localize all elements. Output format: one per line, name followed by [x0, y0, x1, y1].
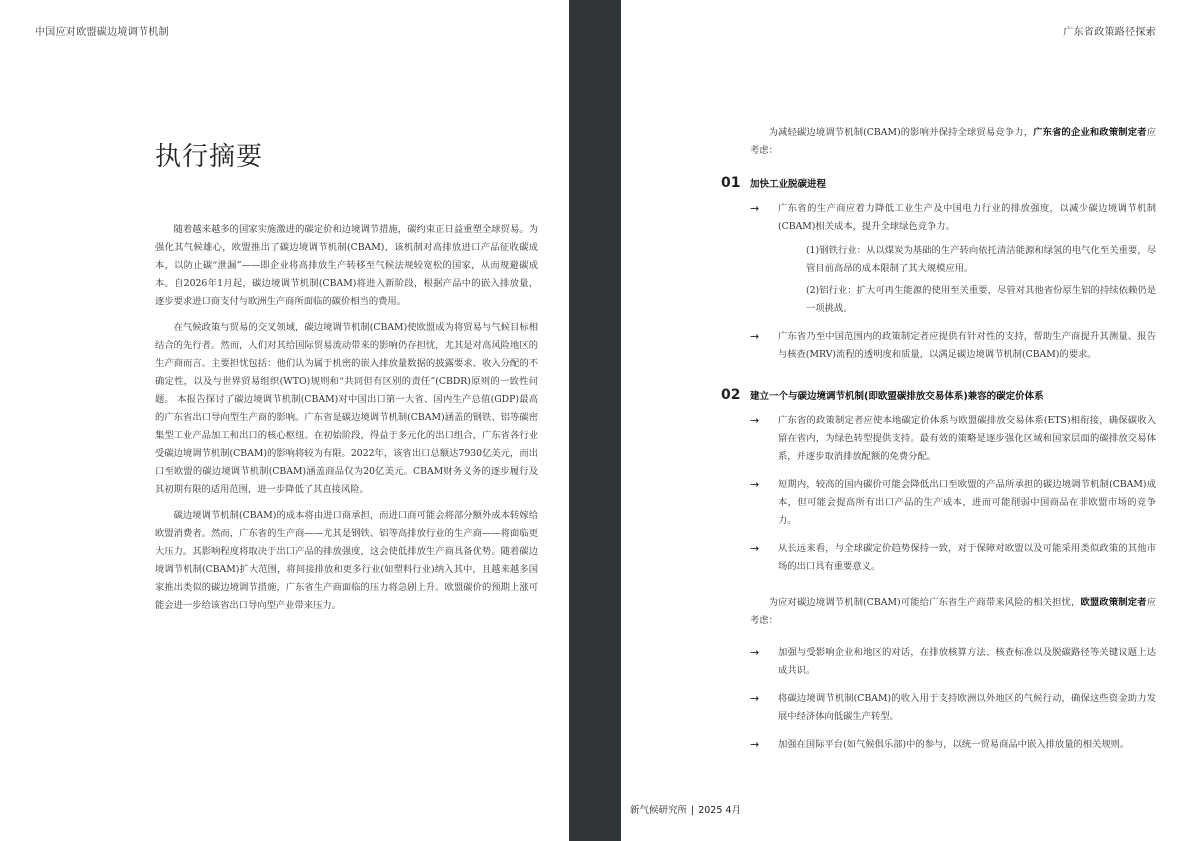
- intro-paragraph: [750, 594, 1156, 630]
- intro-tail: 应考虑：: [750, 127, 1156, 156]
- page-footer: [630, 802, 741, 816]
- arrow-right-icon: →: [750, 414, 760, 427]
- footer-org: 新气候研究所: [630, 805, 688, 816]
- bullet-item: [750, 736, 1156, 754]
- arrow-right-icon: →: [750, 738, 760, 751]
- arrow-right-icon: →: [750, 478, 760, 491]
- bullet-item: [750, 644, 1156, 680]
- bullet-text: 从长远来看，与全球碳定价趋势保持一致，对于保障对欧盟以及可能采用类似政策的其他市场的出口具有重要意义。: [778, 543, 1156, 572]
- intro-text: 为减轻碳边境调节机制(CBAM)的影响并保持全球贸易竞争力，: [768, 127, 1034, 138]
- paragraph: 碳边境调节机制(CBAM)的成本将由进口商承担，而进口商可能会将部分额外成本转嫁给欧盟消费者。然而，广东省的生产商——尤其是钢铁、铝等高排放行业的生产商——将面临更大压力。其影响程度将取决于出口产品的排放强度，这会使低排放生产商具备优势。随着碳边境调节机制(CBAM)扩大范围，将间接排放和更多行业(如塑料行业)纳入其中，且越来越多国家推出类似的碳边境调节措施，广东省生产商面临的压力将急剧上升。欧盟碳价的预期上涨可能会进一步给该省出口导向型产业带来压力。: [155, 510, 538, 611]
- paragraph: 随着越来越多的国家实施激进的碳定价和边境调节措施，碳约束正日益重塑全球贸易。为强化其气候雄心，欧盟推出了碳边境调节机制(CBAM)，该机制对高排放进口产品征收碳成本，以防止碳“泄漏”——即企业将高排放生产转移至气候法规较宽松的国家，从而规避碳成本。自2026年1月起，碳边境调节机制(CBAM)将进入新阶段，根据产品中的嵌入排放量，逐步要求进口商支付与欧洲生产商所面临的碳价相当的费用。: [155, 224, 538, 307]
- running-head: 中国应对欧盟碳边境调节机制: [35, 27, 169, 38]
- arrow-right-icon: →: [750, 330, 760, 343]
- intro-tail: 应考虑：: [750, 597, 1156, 626]
- paragraph: 在气候政策与贸易的交叉领域，碳边境调节机制(CBAM)使欧盟成为将贸易与气候目标相结合的先行者。然而，人们对其给国际贸易流动带来的影响仍存担忧，尤其是对高风险地区的生产商而言。主要担忧包括：他们认为属于机密的嵌入排放量数据的披露要求、收入分配的不确定性，以及与世界贸易组织(WTO)规则和“共同但有区别的责任”(CBDR)原则的一致性问题。 本报告探讨了碳边境调节机制(CBAM)对中国出口第一大省、国内生产总值(GDP)最高的广东省出口导向型生产商的影响。广东省是碳边境调节机制(CBAM)涵盖的钢铁、铝等碳密集型工业产品加工和出口的核心枢纽。在初始阶段，得益于多元化的出口组合，广东省各行业受碳边境调节机制(CBAM)的影响将较为有限。2022年，该省出口总额达7930亿美元，而出口至欧盟的碳边境调节机制(CBAM)涵盖商品仅为20亿美元。CBAM财务义务的逐步履行及其初期有限的适用范围，进一步降低了其直接风险。: [155, 322, 538, 495]
- arrow-right-icon: →: [750, 692, 760, 705]
- bullet-list: [750, 200, 1156, 364]
- body-text: [155, 221, 538, 623]
- sub-item: (2)铝行业：扩大可再生能源的使用至关重要，尽管对其他省份原生铝的持续依赖仍是一项挑战。: [806, 285, 1156, 314]
- bullet-text: 加强在国际平台(如气候俱乐部)中的参与，以统一贸易商品中嵌入排放量的相关规则。: [778, 739, 1130, 750]
- recommendations: [721, 124, 1156, 764]
- bullet-text: 广东省乃至中国范围内的政策制定者应提供有针对性的支持，帮助生产商提升其测量、报告与核查(MRV)流程的透明度和质量，以满足碳边境调节机制(CBAM)的要求。: [778, 331, 1156, 360]
- section-heading: [721, 386, 1156, 406]
- bullet-list: [750, 412, 1156, 576]
- sub-item: (1)钢铁行业：从以煤炭为基础的生产转向依托清洁能源和绿氢的电气化至关重要，尽管目前高昂的成本限制了其大规模应用。: [806, 245, 1156, 274]
- footer-date: 2025 4月: [698, 805, 741, 816]
- bullet-item: [750, 540, 1156, 576]
- intro-bold: 欧盟政策制定者: [1080, 597, 1147, 608]
- bullet-item: [750, 328, 1156, 364]
- section-title: 加快工业脱碳进程: [750, 179, 827, 190]
- arrow-right-icon: →: [750, 542, 760, 555]
- bullet-text: 广东省的政策制定者应使本地碳定价体系与欧盟碳排放交易体系(ETS)相衔接，确保碳收入留在省内，为绿色转型提供支持。最有效的策略是逐步强化区域和国家层面的碳排放交易体系，并逐步取消排放配额的免费分配。: [778, 415, 1156, 462]
- right-page: [621, 0, 1190, 841]
- bullet-item: [750, 200, 1156, 318]
- bullet-item: [750, 690, 1156, 726]
- intro-bold: 广东省的企业和政策制定者: [1033, 127, 1147, 138]
- bullet-text: 将碳边境调节机制(CBAM)的收入用于支持欧洲以外地区的气候行动，确保这些资金助力发展中经济体向低碳生产转型。: [778, 693, 1156, 722]
- section-number: 01: [721, 175, 741, 191]
- section-number: 02: [721, 387, 741, 403]
- footer-separator: |: [691, 805, 695, 816]
- bullet-text: 广东省的生产商应着力降低工业生产及中国电力行业的排放强度，以减少碳边境调节机制(CBAM)相关成本，提升全球绿色竞争力。: [778, 203, 1156, 232]
- section-title: 建立一个与碳边境调节机制(即欧盟碳排放交易体系)兼容的碳定价体系: [750, 391, 1044, 402]
- bullet-item: [750, 476, 1156, 530]
- left-page: [0, 0, 569, 841]
- bullet-text: 短期内，较高的国内碳价可能会降低出口至欧盟的产品所承担的碳边境调节机制(CBAM)成本，但可能会提高所有出口产品的生产成本，进而可能削弱中国商品在非欧盟市场的竞争力。: [778, 479, 1156, 526]
- bullet-item: [750, 412, 1156, 466]
- page-title: 执行摘要: [155, 142, 264, 172]
- running-head: 广东省政策路径探索: [1063, 27, 1156, 38]
- book-spine: [569, 0, 621, 841]
- bullet-list: [750, 644, 1156, 754]
- arrow-right-icon: →: [750, 202, 760, 215]
- section-heading: [721, 174, 1156, 194]
- sub-list: [806, 242, 1156, 318]
- arrow-right-icon: →: [750, 646, 760, 659]
- intro-paragraph: [750, 124, 1156, 160]
- bullet-text: 加强与受影响企业和地区的对话，在排放核算方法、核查标准以及脱碳路径等关键议题上达成共识。: [778, 647, 1156, 676]
- intro-text: 为应对碳边境调节机制(CBAM)可能给广东省生产商带来风险的相关担忧，: [768, 597, 1081, 608]
